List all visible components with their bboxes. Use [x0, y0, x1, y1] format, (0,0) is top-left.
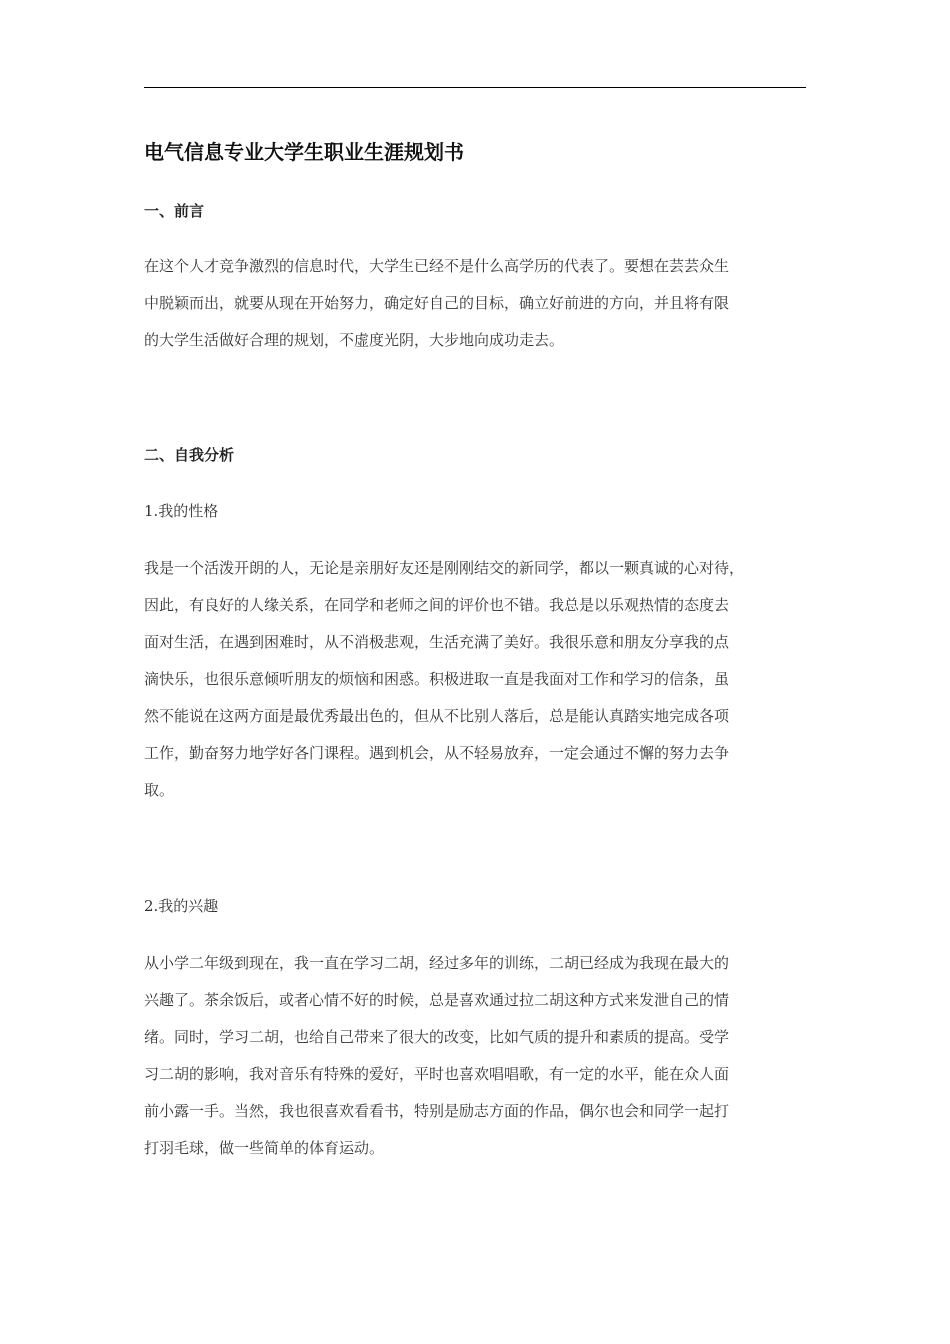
- paragraph-line: 中脱颖而出，就要从现在开始努力，确定好自己的目标，确立好前进的方向，并且将有限: [144, 294, 730, 312]
- subsection-heading-personality: 1.我的性格: [144, 502, 219, 520]
- subsection-heading-interests: 2.我的兴趣: [144, 897, 219, 915]
- paragraph-line: 打羽毛球，做一些简单的体育运动。: [144, 1139, 385, 1157]
- preface-paragraph: [144, 248, 806, 359]
- paragraph-line: 习二胡的影响，我对音乐有特殊的爱好，平时也喜欢唱唱歌，有一定的水平，能在众人面: [144, 1065, 730, 1083]
- paragraph-line: 面对生活，在遇到困难时，从不消极悲观，生活充满了美好。我很乐意和朋友分享我的点: [144, 633, 730, 651]
- section-heading-self-analysis: 二、自我分析: [144, 446, 235, 464]
- section-heading-preface: 一、前言: [144, 202, 205, 220]
- paragraph-line: 绪。同时，学习二胡，也给自己带来了很大的改变，比如气质的提升和素质的提高。受学: [144, 1028, 730, 1046]
- paragraph-line: 工作，勤奋努力地学好各门课程。遇到机会，从不轻易放弃，一定会通过不懈的努力去争: [144, 744, 730, 762]
- paragraph-line: 的大学生活做好合理的规划，不虚度光阴，大步地向成功走去。: [144, 331, 565, 349]
- paragraph-line: 在这个人才竞争激烈的信息时代，大学生已经不是什么高学历的代表了。要想在芸芸众生: [144, 257, 730, 275]
- document-title: 电气信息专业大学生职业生涯规划书: [144, 140, 464, 164]
- header-rule: [144, 87, 806, 88]
- interests-paragraph: [144, 945, 806, 1167]
- paragraph-line: 前小露一手。当然，我也很喜欢看看书，特别是励志方面的作品，偶尔也会和同学一起打: [144, 1102, 730, 1120]
- paragraph-line: 滴快乐，也很乐意倾听朋友的烦恼和困惑。积极进取一直是我面对工作和学习的信条，虽: [144, 670, 730, 688]
- paragraph-line: 兴趣了。茶余饭后，或者心情不好的时候，总是喜欢通过拉二胡这种方式来发泄自己的情: [144, 991, 730, 1009]
- paragraph-line: 我是一个活泼开朗的人，无论是亲朋好友还是刚刚结交的新同学，都以一颗真诚的心对待，: [144, 559, 745, 577]
- paragraph-line: 因此，有良好的人缘关系，在同学和老师之间的评价也不错。我总是以乐观热情的态度去: [144, 596, 730, 614]
- paragraph-line: 然不能说在这两方面是最优秀最出色的，但从不比别人落后，总是能认真踏实地完成各项: [144, 707, 730, 725]
- paragraph-line: 从小学二年级到现在，我一直在学习二胡，经过多年的训练，二胡已经成为我现在最大的: [144, 954, 730, 972]
- personality-paragraph: [144, 550, 806, 809]
- paragraph-line: 取。: [144, 781, 175, 799]
